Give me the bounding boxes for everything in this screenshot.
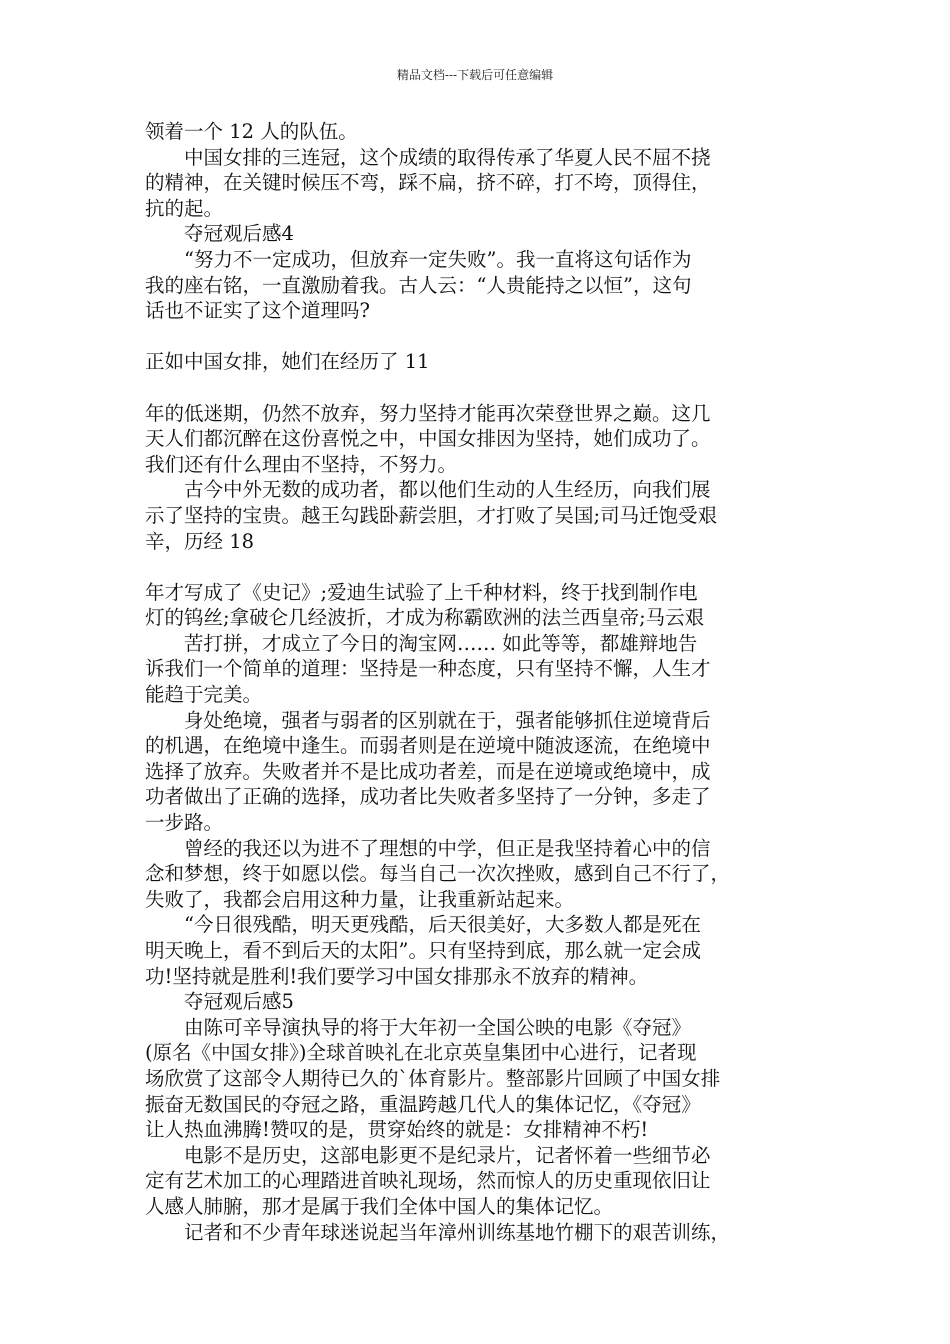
blank-line — [145, 324, 815, 350]
text-line: 的精神，在关键时候压不弯，踩不扁，挤不碎，打不垮，顶得住， — [145, 171, 711, 195]
blank-line — [145, 375, 815, 401]
text-line: 由陈可辛导演执导的将于大年初一全国公映的电影《夺冠》 — [145, 1015, 692, 1039]
text-line: 记者和不少青年球迷说起当年漳州训练基地竹棚下的艰苦训练， — [145, 1220, 731, 1244]
text-line: 辛，历经 18 — [145, 529, 255, 553]
text-line: 中国女排的三连冠，这个成绩的取得传承了华夏人民不屈不挠 — [145, 145, 711, 169]
text-line: 场欣赏了这部令人期待已久的`体育影片。整部影片回顾了中国女排 — [145, 1066, 721, 1090]
document-body — [145, 119, 815, 1245]
text-line: 功者做出了正确的选择，成功者比失败者多坚持了一分钟，多走了 — [145, 785, 711, 809]
text-line: 让人热血沸腾!赞叹的是，贯穿始终的就是：女排精神不朽! — [145, 1118, 649, 1142]
text-line: 夺冠观后感4 — [145, 222, 294, 246]
text-line: 示了坚持的宝贵。越王勾践卧薪尝胆，才打败了吴国;司马迁饱受艰 — [145, 503, 718, 527]
text-line: 诉我们一个简单的道理：坚持是一种态度，只有坚持不懈，人生才 — [145, 657, 711, 681]
text-line: 抗的起。 — [145, 196, 224, 220]
text-line: “努力不一定成功，但放弃一定失败”。我一直将这句话作为 — [145, 247, 692, 271]
text-line: 话也不证实了这个道理吗? — [145, 299, 370, 323]
text-line: 我的座右铭，一直激励着我。古人云：“人贵能持之以恒”，这句 — [145, 273, 692, 297]
text-line: “今日很残酷，明天更残酷，后天很美好，大多数人都是死在 — [145, 913, 701, 937]
text-line: 失败了，我都会启用这种力量，让我重新站起来。 — [145, 887, 575, 911]
text-line: 能趋于完美。 — [145, 683, 263, 707]
blank-line — [145, 554, 815, 580]
text-line: 领着一个 12 人的队伍。 — [145, 120, 358, 143]
text-line: 我们还有什么理由不坚持，不努力。 — [145, 452, 458, 476]
text-line: 灯的钨丝;拿破仑几经波折，才成为称霸欧洲的法兰西皇帝;马云艰 — [145, 606, 705, 630]
text-line: 的机遇，在绝境中逢生。而弱者则是在逆境中随波逐流，在绝境中 — [145, 734, 711, 758]
text-line: 电影不是历史，这部电影更不是纪录片，记者怀着一些细节必 — [145, 1143, 711, 1167]
text-line: 天人们都沉醉在这份喜悦之中，中国女排因为坚持，她们成功了。 — [145, 427, 711, 451]
text-line: 身处绝境，强者与弱者的区别就在于，强者能够抓住逆境背后 — [145, 708, 711, 732]
text-line: 苦打拼，才成立了今日的淘宝网…… 如此等等，都雄辩地告 — [145, 631, 698, 655]
text-line: 年的低迷期，仍然不放弃，努力坚持才能再次荣登世界之巅。这几 — [145, 401, 711, 425]
text-line: (原名《中国女排》)全球首映礼在北京英皇集团中心进行，记者现 — [145, 1041, 697, 1065]
text-line: 念和梦想，终于如愿以偿。每当自己一次次挫败，感到自己不行了， — [145, 862, 731, 886]
text-line: 曾经的我还以为进不了理想的中学，但正是我坚持着心中的信 — [145, 836, 711, 860]
text-line: 古今中外无数的成功者，都以他们生动的人生经历，向我们展 — [145, 478, 711, 502]
text-line: 定有艺术加工的心理踏进首映礼现场，然而惊人的历史重现依旧让 — [145, 1169, 711, 1193]
text-line: 选择了放弃。失败者并不是比成功者差，而是在逆境或绝境中，成 — [145, 759, 711, 783]
page-header: 精品文档---下载后可任意编辑 — [396, 68, 554, 82]
text-line: 一步路。 — [145, 811, 224, 835]
text-line: 人感人肺腑，那才是属于我们全体中国人的集体记忆。 — [145, 1194, 614, 1218]
text-line: 功!坚持就是胜利!我们要学习中国女排那永不放弃的精神。 — [145, 964, 649, 988]
text-line: 正如中国女排，她们在经历了 11 — [145, 350, 430, 374]
text-line: 振奋无数国民的夺冠之路，重温跨越几代人的集体记忆，《夺冠》 — [145, 1092, 701, 1116]
text-line: 明天晚上，看不到后天的太阳”。只有坚持到底，那么就一定会成 — [145, 939, 701, 962]
text-line: 年才写成了《史记》;爱迪生试验了上千种材料，终于找到制作电 — [145, 580, 698, 604]
text-line: 夺冠观后感5 — [145, 990, 294, 1014]
